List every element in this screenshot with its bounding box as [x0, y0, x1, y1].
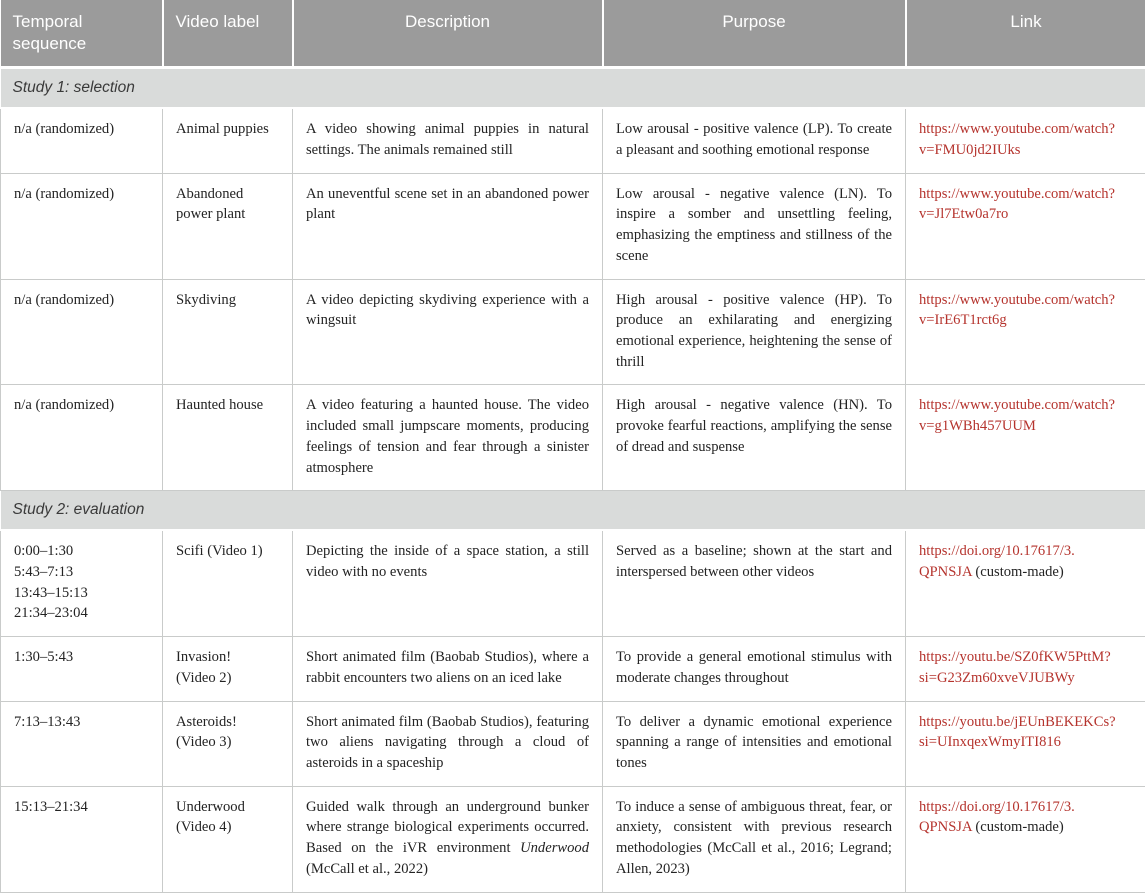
cell-temporal-sequence: 0:00–1:30 5:43–7:13 13:43–15:13 21:34–23:04: [1, 530, 163, 636]
cell-link: [906, 786, 1145, 892]
cell-description: A video showing animal puppies in natural settings. The animals remained still: [293, 108, 603, 173]
cell-description: A video featuring a haunted house. The video included small jumpscare moments, producing feelings of tension and fear through a sinister atmosphere: [293, 385, 603, 491]
cell-purpose: Low arousal - negative valence (LN). To inspire a somber and unsettling feeling, emphasizing the emptiness and stillness of the scene: [603, 173, 906, 279]
section-title: Study 2: evaluation: [1, 491, 1145, 531]
table-row: [1, 786, 1145, 892]
cell-temporal-sequence: n/a (randomized): [1, 108, 163, 173]
cell-purpose: Low arousal - positive valence (LP). To create a pleasant and soothing emotional response: [603, 108, 906, 173]
cell-description: An uneventful scene set in an abandoned power plant: [293, 173, 603, 279]
section-row: [1, 491, 1145, 531]
cell-purpose: High arousal - negative valence (HN). To provoke fearful reactions, amplifying the sense of dread and suspense: [603, 385, 906, 491]
cell-temporal-sequence: n/a (randomized): [1, 385, 163, 491]
cell-purpose: High arousal - positive valence (HP). To produce an exhilarating and energizing emotional experience, heightening the sense of thrill: [603, 279, 906, 385]
table-row: [1, 173, 1145, 279]
table-row: [1, 279, 1145, 385]
cell-video-label: Invasion! (Video 2): [163, 637, 293, 701]
col-header-description: Description: [293, 0, 603, 68]
table-row: [1, 530, 1145, 636]
cell-temporal-sequence: 7:13–13:43: [1, 701, 163, 786]
cell-video-label: Abandoned power plant: [163, 173, 293, 279]
link-suffix: (custom-made): [972, 819, 1064, 835]
cell-description: Short animated film (Baobab Studios), featuring two aliens navigating through a cloud of asteroids in a spaceship: [293, 701, 603, 786]
section-row: [1, 68, 1145, 109]
video-link[interactable]: https://www.youtube.com/watch? v=IrE6T1rct6g: [919, 292, 1115, 329]
cell-description: Guided walk through an underground bunker where strange biological experiments occurred. Based on the iVR environment Underwood (McCall et al., 2022): [293, 786, 603, 892]
cell-video-label: Underwood (Video 4): [163, 786, 293, 892]
cell-link: [906, 173, 1145, 279]
video-link[interactable]: https://doi.org/10.17617/3. QPNSJA: [919, 543, 1075, 580]
video-link[interactable]: https://doi.org/10.17617/3. QPNSJA: [919, 799, 1075, 836]
video-link[interactable]: https://www.youtube.com/watch? v=Jl7Etw0a7ro: [919, 186, 1115, 223]
table-row: [1, 637, 1145, 701]
video-link[interactable]: https://www.youtube.com/watch? v=FMU0jd2IUks: [919, 121, 1115, 158]
header-row: [1, 0, 1145, 68]
table-row: [1, 701, 1145, 786]
cell-link: [906, 701, 1145, 786]
cell-link: [906, 637, 1145, 701]
link-suffix: (custom-made): [972, 564, 1064, 580]
cell-link: [906, 279, 1145, 385]
video-link[interactable]: https://www.youtube.com/watch? v=g1WBh457UUM: [919, 397, 1115, 434]
cell-purpose: To provide a general emotional stimulus with moderate changes throughout: [603, 637, 906, 701]
cell-description: A video depicting skydiving experience with a wingsuit: [293, 279, 603, 385]
cell-video-label: Scifi (Video 1): [163, 530, 293, 636]
cell-description: Short animated film (Baobab Studios), where a rabbit encounters two aliens on an iced lake: [293, 637, 603, 701]
cell-temporal-sequence: n/a (randomized): [1, 173, 163, 279]
col-header-temporal-sequence: Temporal sequence: [1, 0, 163, 68]
cell-video-label: Skydiving: [163, 279, 293, 385]
video-link[interactable]: https://youtu.be/jEUnBEKEKCs? si=UInxqexWmyITI816: [919, 714, 1116, 751]
cell-description: Depicting the inside of a space station, a still video with no events: [293, 530, 603, 636]
cell-link: [906, 108, 1145, 173]
cell-purpose: To deliver a dynamic emotional experience spanning a range of intensities and emotional tones: [603, 701, 906, 786]
cell-temporal-sequence: 1:30–5:43: [1, 637, 163, 701]
cell-link: [906, 530, 1145, 636]
table-body: [1, 68, 1145, 892]
table-row: [1, 385, 1145, 491]
section-title: Study 1: selection: [1, 68, 1145, 109]
cell-temporal-sequence: n/a (randomized): [1, 279, 163, 385]
cell-temporal-sequence: 15:13–21:34: [1, 786, 163, 892]
cell-link: [906, 385, 1145, 491]
cell-video-label: Asteroids! (Video 3): [163, 701, 293, 786]
cell-purpose: To induce a sense of ambiguous threat, fear, or anxiety, consistent with previous research methodologies (McCall et al., 2016; Legrand; Allen, 2023): [603, 786, 906, 892]
col-header-link: Link: [906, 0, 1145, 68]
video-link[interactable]: https://youtu.be/SZ0fKW5PttM? si=G23Zm60xveVJUBWy: [919, 649, 1111, 686]
cell-purpose: Served as a baseline; shown at the start and interspersed between other videos: [603, 530, 906, 636]
cell-video-label: Haunted house: [163, 385, 293, 491]
table-row: [1, 108, 1145, 173]
cell-video-label: Animal puppies: [163, 108, 293, 173]
col-header-video-label: Video label: [163, 0, 293, 68]
col-header-purpose: Purpose: [603, 0, 906, 68]
